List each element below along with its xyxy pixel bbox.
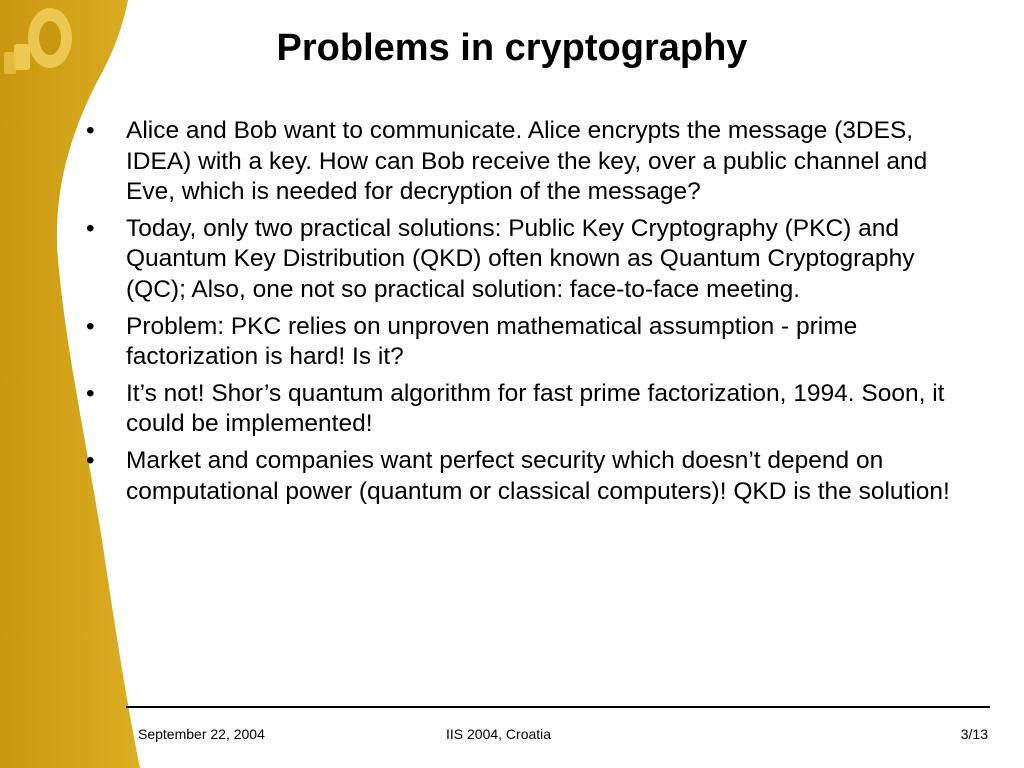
bullet-dot-icon: • bbox=[86, 379, 95, 407]
bullet-item bbox=[80, 116, 960, 208]
bullet-dot-icon: • bbox=[86, 446, 95, 474]
slide-title: Problems in cryptography bbox=[276, 27, 748, 69]
bullet-dot-icon: • bbox=[86, 312, 95, 340]
footer-date: September 22, 2004 bbox=[138, 726, 265, 742]
bullet-item bbox=[80, 214, 960, 306]
bullet-dot-icon: • bbox=[86, 117, 95, 144]
bullet-dot-icon: • bbox=[86, 214, 95, 242]
bullet-item bbox=[80, 379, 960, 440]
bullet-item bbox=[80, 446, 960, 507]
bullet-list bbox=[80, 116, 960, 513]
footer-divider bbox=[126, 706, 990, 708]
footer-event: IIS 2004, Croatia bbox=[446, 726, 552, 742]
bullet-text: Market and companies want perfect security which doesn’t depend on computational power (quantum or classical computers)! QKD is the solution! bbox=[126, 446, 950, 505]
footer-page-number: 3/13 bbox=[960, 726, 988, 742]
bullet-item bbox=[80, 312, 960, 373]
bullet-text: Today, only two practical solutions: Public Key Cryptography (PKC) and Quantum Key Distribution (QKD) often known as Quantum Cryptography (QC); Also, one not so practical solution: face-to-face meeting. bbox=[126, 214, 915, 303]
bullet-text: Alice and Bob want to communicate. Alice encrypts the message (3DES, IDEA) with a key. How can Bob receive the key, over a public channel and Eve, which is needed for decryption of the message? bbox=[126, 117, 928, 206]
bullet-text: Problem: PKC relies on unproven mathematical assumption - prime factorization is hard! Is it? bbox=[126, 312, 858, 371]
bullet-text: It’s not! Shor’s quantum algorithm for fast prime factorization, 1994. Soon, it could be implemented! bbox=[126, 379, 945, 438]
